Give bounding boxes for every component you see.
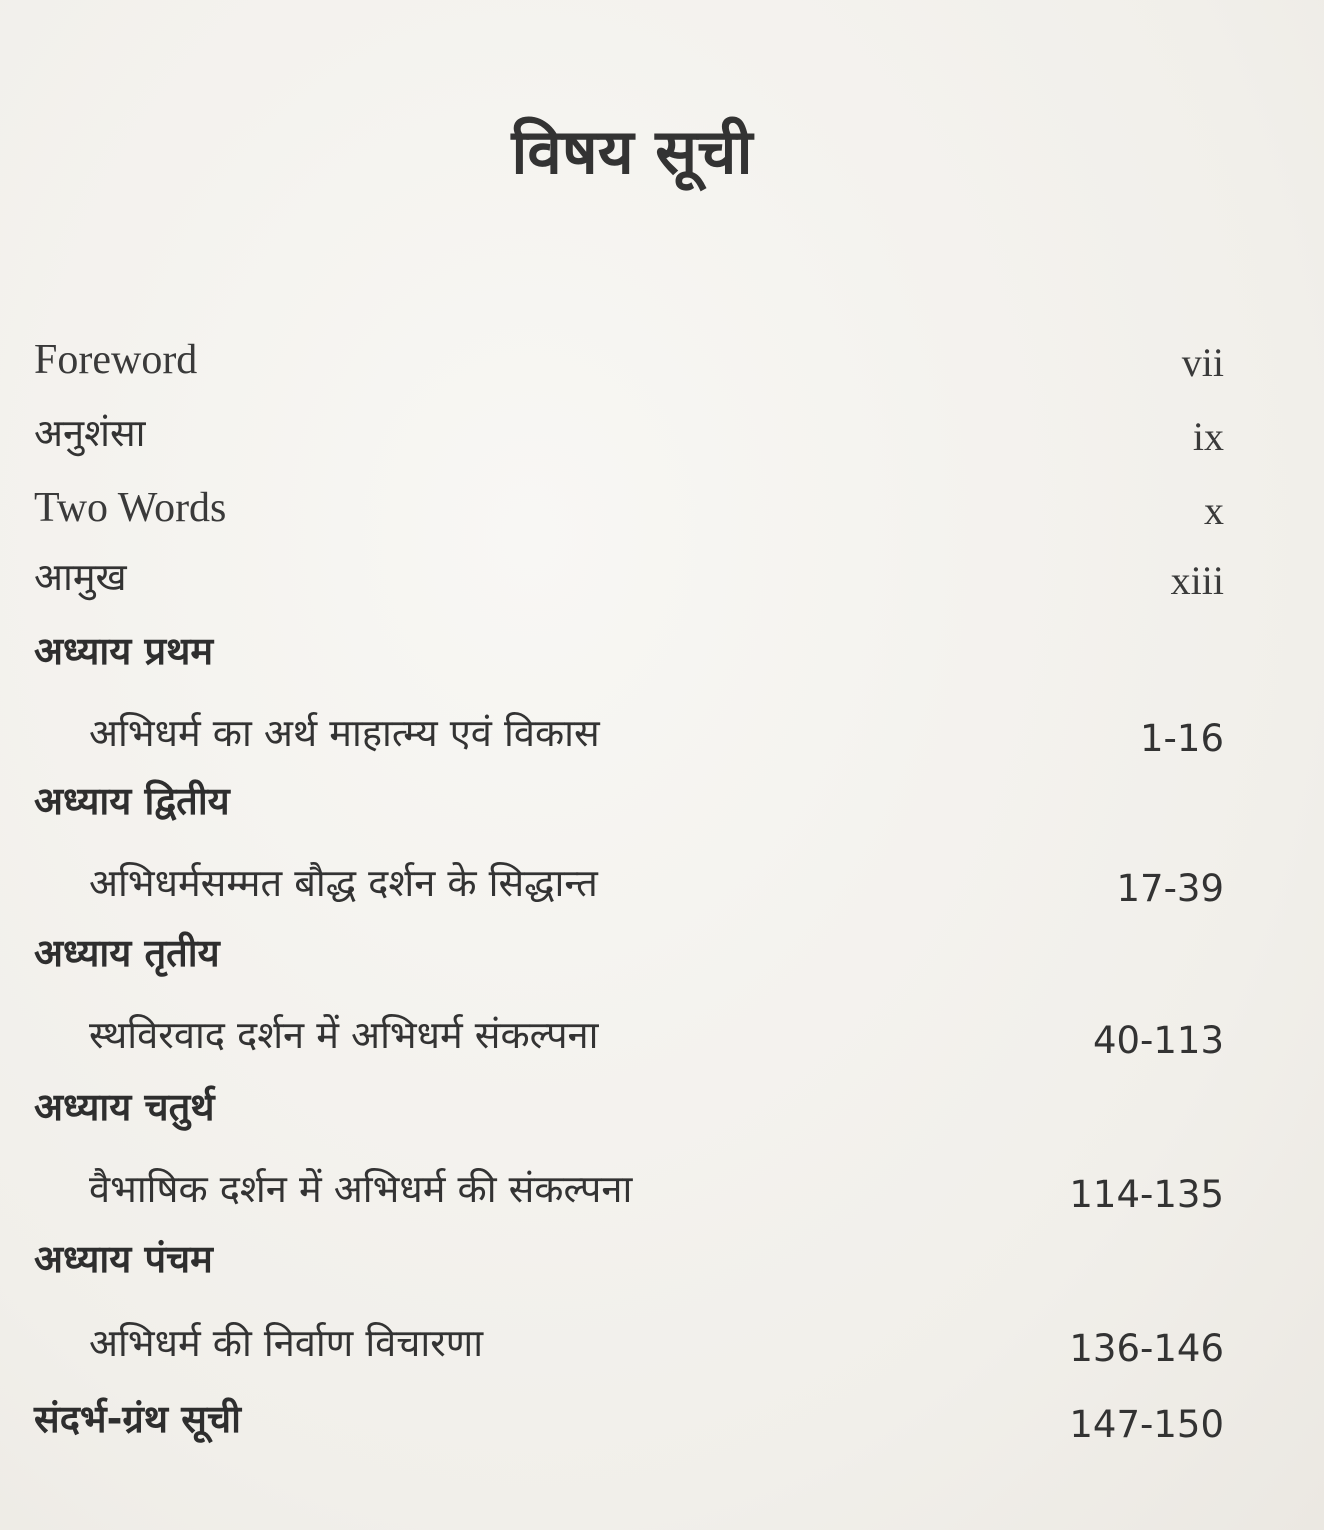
toc-entry-chapter-4 [34,1160,1224,1220]
toc-entry-chapter-3 [34,1006,1224,1066]
toc-entry-label: अभिधर्म की निर्वाण विचारणा [89,1321,484,1365]
chapter-heading-label: अध्याय चतुर्थ [34,1085,215,1129]
toc-entry-chapter-5 [34,1314,1224,1374]
toc-entry-page: 147-150 [1069,1403,1224,1446]
toc-entry-two-words [34,478,1224,538]
toc-entry-page: 114-135 [1069,1173,1224,1216]
toc-entry-anushansa [34,404,1224,464]
toc-entry-page: vii [1181,340,1224,385]
toc-entry-page: 1-16 [1140,717,1224,760]
toc-entry-label: अनुशंसा [34,411,146,455]
toc-entry-page: ix [1192,414,1224,459]
toc-entry-page: 40-113 [1092,1019,1224,1062]
chapter-heading-label: अध्याय द्वितीय [34,779,230,823]
toc-entry-page: x [1204,488,1224,533]
toc-entry-page: 17-39 [1116,867,1224,910]
toc-entry-chapter-1 [34,704,1224,764]
chapter-heading-label: अध्याय प्रथम [34,629,214,673]
toc-entry-label: Foreword [34,337,198,383]
toc-entry-label: संदर्भ-ग्रंथ सूची [34,1397,241,1441]
toc-entry-label: आमुख [34,555,127,599]
toc-entry-label: अभिधर्म का अर्थ माहात्म्य एवं विकास [89,711,600,755]
toc-entry-foreword [34,330,1224,390]
toc-entry-label: अभिधर्मसम्मत बौद्ध दर्शन के सिद्धान्त [89,861,598,905]
chapter-heading-4 [34,1078,1224,1138]
chapter-heading-label: अध्याय पंचम [34,1237,213,1281]
toc-entry-bibliography [34,1390,1224,1450]
chapter-heading-label: अध्याय तृतीय [34,931,220,975]
toc-entry-label: वैभाषिक दर्शन में अभिधर्म की संकल्पना [89,1167,633,1211]
chapter-heading-2 [34,772,1224,832]
toc-entry-page: xiii [1170,558,1224,603]
chapter-heading-5 [34,1230,1224,1290]
page-title: विषय सूची [511,115,753,188]
toc-entry-label: Two Words [34,485,227,531]
chapter-heading-3 [34,924,1224,984]
toc-entry-aamukh [34,548,1224,608]
chapter-heading-1 [34,622,1224,682]
toc-entry-chapter-2 [34,854,1224,914]
toc-entry-label: स्थविरवाद दर्शन में अभिधर्म संकल्पना [89,1013,599,1057]
toc-entry-page: 136-146 [1069,1327,1224,1370]
